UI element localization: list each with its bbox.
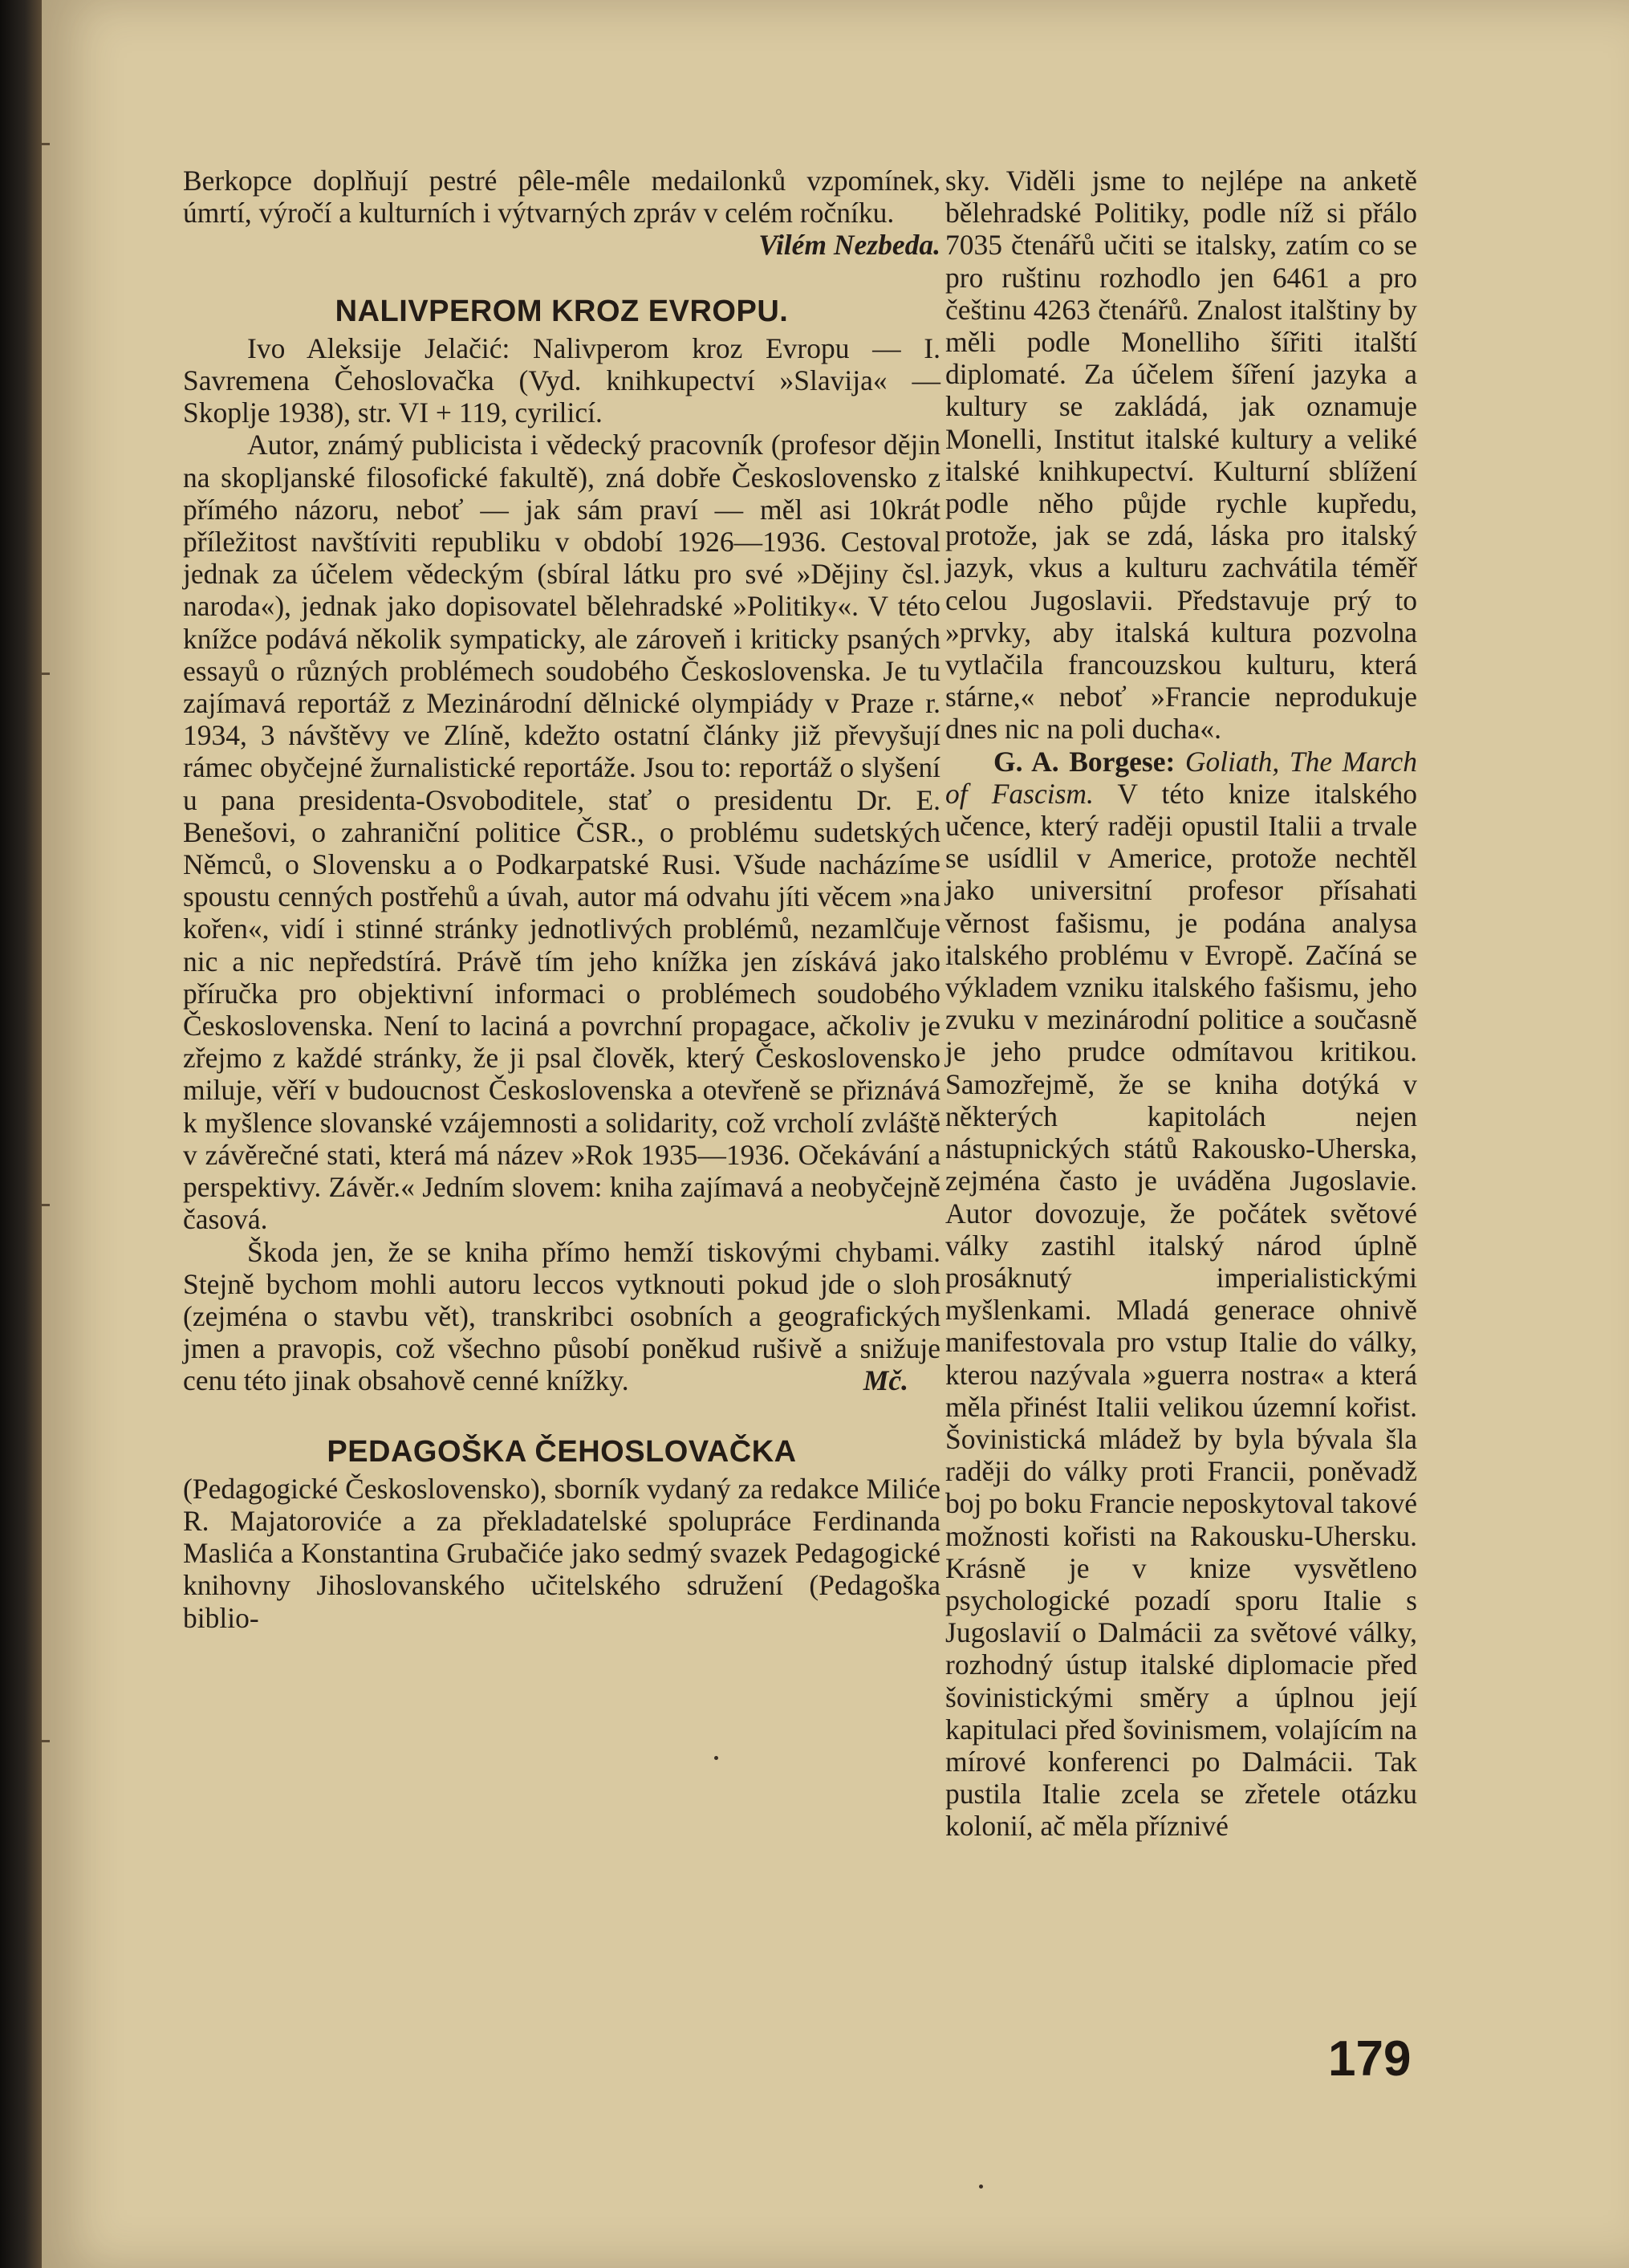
book-author: G. A. Borgese: xyxy=(993,745,1176,778)
right-column xyxy=(945,165,1417,1843)
margin-mark xyxy=(42,1740,50,1742)
review-signature: Mč. xyxy=(863,1364,908,1397)
review-biblio: Ivo Aleksije Jelačić: Nalivperom kroz Evropu — I. Savremena Čehoslovačka (Vyd. knihkupectví »Slavija« — Skoplje 1938), str. VI + 119, cyrilicí. xyxy=(183,331,940,429)
page-number: 179 xyxy=(1328,2031,1412,2087)
intro-paragraph: Berkopce doplňují pestré pêle-mêle medailonků vzpomínek, úmrtí, výročí a kulturních i výtvarných zpráv v celém ročníku. Vilém Nezbeda. xyxy=(183,165,940,262)
review-paragraph: Škoda jen, že se kniha přímo hemží tiskovými chybami. Stejně bychom mohli autoru leccos vytknouti pokud jde o sloh (zejména o stavbu vět), transkribci osobních a geografických jmen a pravopis, což všechno působí poněkud rušivě a snižuje cenu této jinak obsahově cenné knížky. Mč. xyxy=(183,1235,940,1397)
book-title: Goliath, The March of Fascism. xyxy=(945,745,1417,810)
left-column xyxy=(183,165,940,1634)
printing-dot xyxy=(714,1756,718,1760)
review-paragraph-borgese: G. A. Borgese: Goliath, The March of Fascism. V této knize italského učence, který raději opustil Italii a trvale se usídlil v Americe, protože nechtěl jako universitní profesor přísahati věrnost fašismu, je podána analysa italského problému v Evropě. Začíná se výkladem vzniku italského fašismu, jeho zvuku v mezinárodní politice a současně je jeho prudce odmítavou kritikou. Samozřejmě, že se kniha dotýká v některých kapitolách nejen nástupnických států Rakousko-Uherska, zejména často je uváděna Jugoslavie. Autor dovozuje, že počátek světové války zastihl italský národ úplně prosáknutý imperialistickými myšlenkami. Mladá generace ohnivě manifestovala pro vstup Italie do války, kterou nazývala »guerra nostra« a která měla přinést Italii velikou územní kořist. Šovinistická mládež by byla bývala šla raději do války proti Francii, poněvadž boj po boku Francie neposkytoval takové možnosti kořisti na Rakousku-Uhersku. Krásně je v knize vysvětleno psychologické pozadí sporu Italie s Jugoslavií o Dalmácii za světové války, rozhodný ústup italské diplomacie před šovinistickými směry a úplnou její kapitulaci před šovinismem, volajícím na mírové konferenci po Dalmácii. Tak pustila Italie zcela se zřetele otázku kolonií, ač měla příznivé xyxy=(945,745,1417,1843)
review-heading-pedagoska: PEDAGOŠKA ČEHOSLOVAČKA xyxy=(327,1434,797,1469)
margin-mark xyxy=(42,673,50,675)
continued-paragraph: sky. Viděli jsme to nejlépe na anketě bělehradské Politiky, podle níž si přálo 7035 čtenářů učiti se italsky, zatím co se pro ruštinu rozhodlo jen 6461 a pro češtinu 4263 čtenářů. Znalost italštiny by měli podle Monelliho šířiti italští diplomaté. Za účelem šíření jazyka a kultury se zakládá, jak oznamuje Monelli, Institut italské kultury a veliké italské knihkupectví. Kulturní sblížení podle něho půjde rychle kupředu, protože, jak se zdá, láska pro italský jazyk, vkus a kulturu zachvátila téměř celou Jugoslavii. Představuje prý to »prvky, aby italská kultura pozvolna vytlačila francouzskou kulturu, která stárne,« neboť »Francie neprodukuje dnes nic na poli ducha«. xyxy=(945,165,1417,746)
review-heading-nalivperom: NALIVPEROM KROZ EVROPU. xyxy=(335,294,789,328)
review-paragraph: (Pedagogické Československo), sborník vydaný za redakce Miliće R. Majatoroviće a za překladatelské spolupráce Ferdinanda Maslića a Konstantina Grubačiće jako sedmý svazek Pedagogické knihovny Jihoslovanského učitelského sdružení (Pedagoška biblio- xyxy=(183,1472,940,1634)
intro-signature: Vilém Nezbeda. xyxy=(758,229,940,262)
book-spine-shadow xyxy=(0,0,42,2268)
review-paragraph: Autor, známý publicista i vědecký pracovník (profesor dějin na skopljanské filosofické fakultě), zná dobře Československo z přímého názoru, neboť — jak sám praví — měl asi 10krát příležitost navštíviti republiku v období 1926—1936. Cestoval jednak za účelem vědeckým (sbíral látku pro své »Dějiny čsl. naroda«), jednak jako dopisovatel bělehradské »Politiky«. V této knížce podává několik sympaticky, ale zároveň i kriticky psaných essayů o různých problémech soudobého Československa. Je tu zajímavá reportáž z Mezinárodní dělnické olympiády v Praze r. 1934, 3 návštěvy ve Zlíně, kdežto ostatní články již převyšují rámec obyčejné žurnalistické reportáže. Jsou to: reportáž o slyšení u pana presidenta-Osvoboditele, stať o presidentu Dr. E. Benešovi, o zahraniční politice ČSR., o problému sudetských Němců, o Slovensku a o Podkarpatské Rusi. Všude nacházíme spoustu cenných postřehů a úvah, autor má odvahu jíti věcem »na kořen«, vidí i stinné stránky jednotlivých problémů, nezamlčuje nic a nic nepředstírá. Právě tím jeho knížka jen získává jako příručka pro objektivní informaci o problémech soudobého Československa. Není to laciná a povrchní propagace, ačkoliv je zřejmo z každé stránky, že ji psal člověk, který Československo miluje, věří v budoucnost Československa a otevřeně se přiznává k myšlence slovanské vzájemnosti a solidarity, což vrcholí zvláště v závěrečné stati, která má název »Rok 1935—1936. Očekávání a perspektivy. Závěr.« Jedním slovem: kniha zajímavá a neobyčejně časová. xyxy=(183,429,940,1236)
margin-mark xyxy=(42,143,50,145)
printing-dot xyxy=(979,2185,983,2189)
margin-mark xyxy=(42,1204,50,1206)
